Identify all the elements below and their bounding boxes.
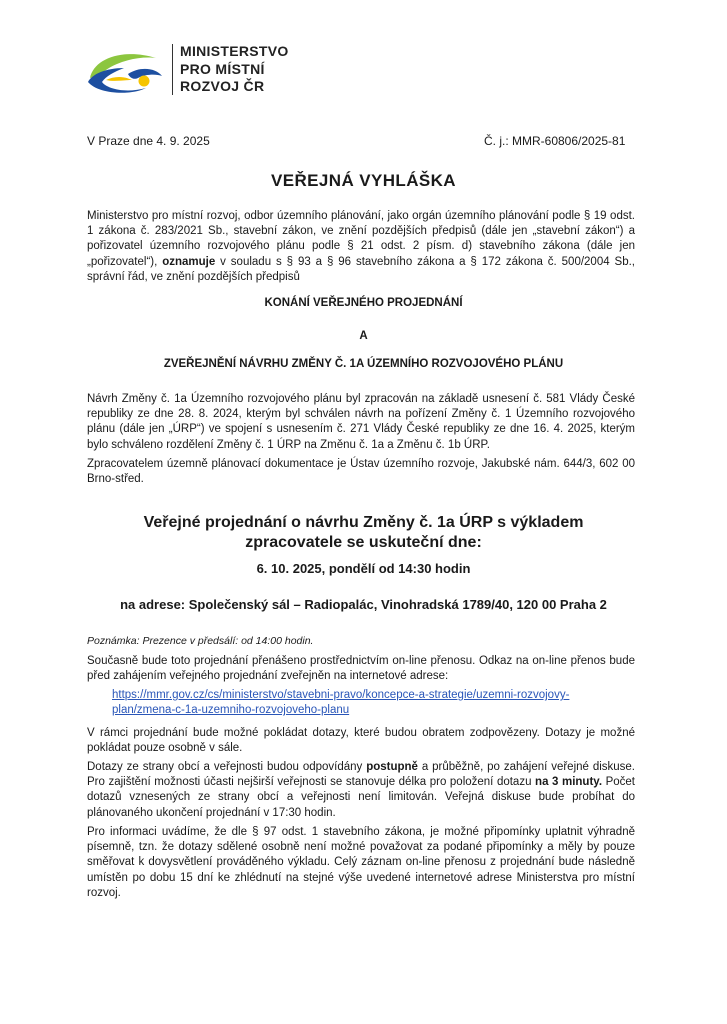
intro-paragraph <box>87 209 635 285</box>
reference-number: Č. j.: MMR-60806/2025-81 <box>484 134 626 148</box>
processor-paragraph: Zpracovatelem územně plánovací dokumentace je Ústav územního rozvoje, Jakubské nám. 644/3, 602 00 Brno-střed. <box>87 458 635 486</box>
attendance-note: Poznámka: Prezence v předsálí: od 14:00 hodin. <box>87 635 314 647</box>
discussion-bold-2: na 3 minuty. <box>535 776 603 789</box>
discussion-paragraph <box>87 760 635 821</box>
mmr-logo-icon <box>84 44 168 96</box>
hearing-address: na adrese: Společenský sál – Radiopalác, Vinohradská 1789/40, 120 00 Praha 2 <box>120 597 607 612</box>
discussion-text-3: Počet dotazů vznesených ze strany obcí a veřejnosti není limitován. Veřejná diskuse bude probíhat do plánovaného ukončení projednání v 17:30 hodin. <box>87 776 636 819</box>
discussion-bold-1: postupně <box>366 761 418 773</box>
discussion-text-2: a průběžně, po zahájení veřejné diskuse. Pro zajištění možnosti účasti nejširší veřejnosti se stanovuje délka pro položení dotazu <box>87 761 636 789</box>
info-paragraph: Pro informaci uvádíme, že dle § 97 odst. 1 stavebního zákona, je možné připomínky uplatnit výhradně písemně, tzn. že dotazy sdělené osobně není možné považovat za podané připomínky a měly by pouze směřovat k dovysvětlení prováděného výkladu. Celý záznam on-line přenosu z projednání bude následně umístěn po dobu 15 dní ke zhlédnutí na stejné výše uvedené internetové adrese Ministerstva pro místní rozvoj. <box>87 826 635 899</box>
intro-text-1: Ministerstvo pro místní rozvoj, odbor územního plánování, jako orgán územního plánování podle § 19 odst. 1 zákona č. 283/2021 Sb., stavební zákon, ve znění pozdějších předpisů (dále jen „stavební zákon“) a pořizovatel územního rozvojového plánu podle § 21 odst. 2 písm. d) stavebního zákona (dále jen „pořizovatel“), <box>87 210 635 268</box>
logo-divider <box>172 44 173 95</box>
section-heading-and: A <box>359 330 368 342</box>
questions-paragraph: V rámci projednání bude možné pokládat dotazy, které budou obratem zodpovězeny. Dotazy je možné pokládat pouze osobně v sále. <box>87 727 635 755</box>
hearing-heading-line2: zpracovatele se uskuteční dne: <box>245 534 482 551</box>
document-date: V Praze dne 4. 9. 2025 <box>87 134 210 148</box>
hearing-heading-line1: Veřejné projednání o návrhu Změny č. 1a ÚRP s výkladem <box>143 514 584 531</box>
discussion-text-1: Dotazy ze strany obcí a veřejnosti budou odpovídány <box>87 761 367 773</box>
intro-text-2: v souladu s § 93 a § 96 stavebního zákona a § 172 zákona č. 500/2004 Sb., správní řád, ve znění pozdějších předpisů <box>87 255 635 283</box>
section-heading-hearing: KONÁNÍ VEŘEJNÉHO PROJEDNÁNÍ <box>264 297 463 309</box>
document-title: VEŘEJNÁ VYHLÁŠKA <box>271 171 456 190</box>
livestream-link[interactable] <box>112 688 632 718</box>
intro-bold: oznamuje <box>162 255 216 268</box>
ministry-name-line3: ROZVOJ ČR <box>180 78 265 94</box>
proposal-paragraph: Návrh Změny č. 1a Územního rozvojového plánu byl zpracován na základě usnesení č. 581 Vlády České republiky ze dne 28. 8. 2024, kterým byl schválen návrh na pořízení Změny č. 1 Územního rozvojového plánu (dále jen „ÚRP“) ve spojení s usnesením č. 271 Vlády České republiky ze dne 16. 4. 2025, kterým bylo schváleno rozdělení Změny č. 1 ÚRP na Změnu č. 1a a Změnu č. 1b ÚRP. <box>87 393 635 451</box>
online-paragraph: Současně bude toto projednání přenášeno prostřednictvím on-line přenosu. Odkaz na on-line přenos bude před zahájením veřejného projednání zveřejněn na internetové adrese: <box>87 655 635 683</box>
section-heading-publication: ZVEŘEJNĚNÍ NÁVRHU ZMĚNY Č. 1A ÚZEMNÍHO ROZVOJOVÉHO PLÁNU <box>163 358 564 370</box>
ministry-name-line1: MINISTERSTVO <box>180 43 289 59</box>
ministry-name <box>180 43 289 96</box>
ministry-name-line2: PRO MÍSTNÍ <box>180 60 265 77</box>
livestream-link-line1[interactable]: https://mmr.gov.cz/cs/ministerstvo/stavebni-pravo/koncepce-a-strategie/uzemni-rozvojovy- <box>112 689 570 701</box>
livestream-link-line2[interactable]: plan/zmena-c-1a-uzemniho-rozvojoveho-planu <box>112 704 350 717</box>
hearing-datetime: 6. 10. 2025, pondělí od 14:30 hodin <box>256 561 471 576</box>
